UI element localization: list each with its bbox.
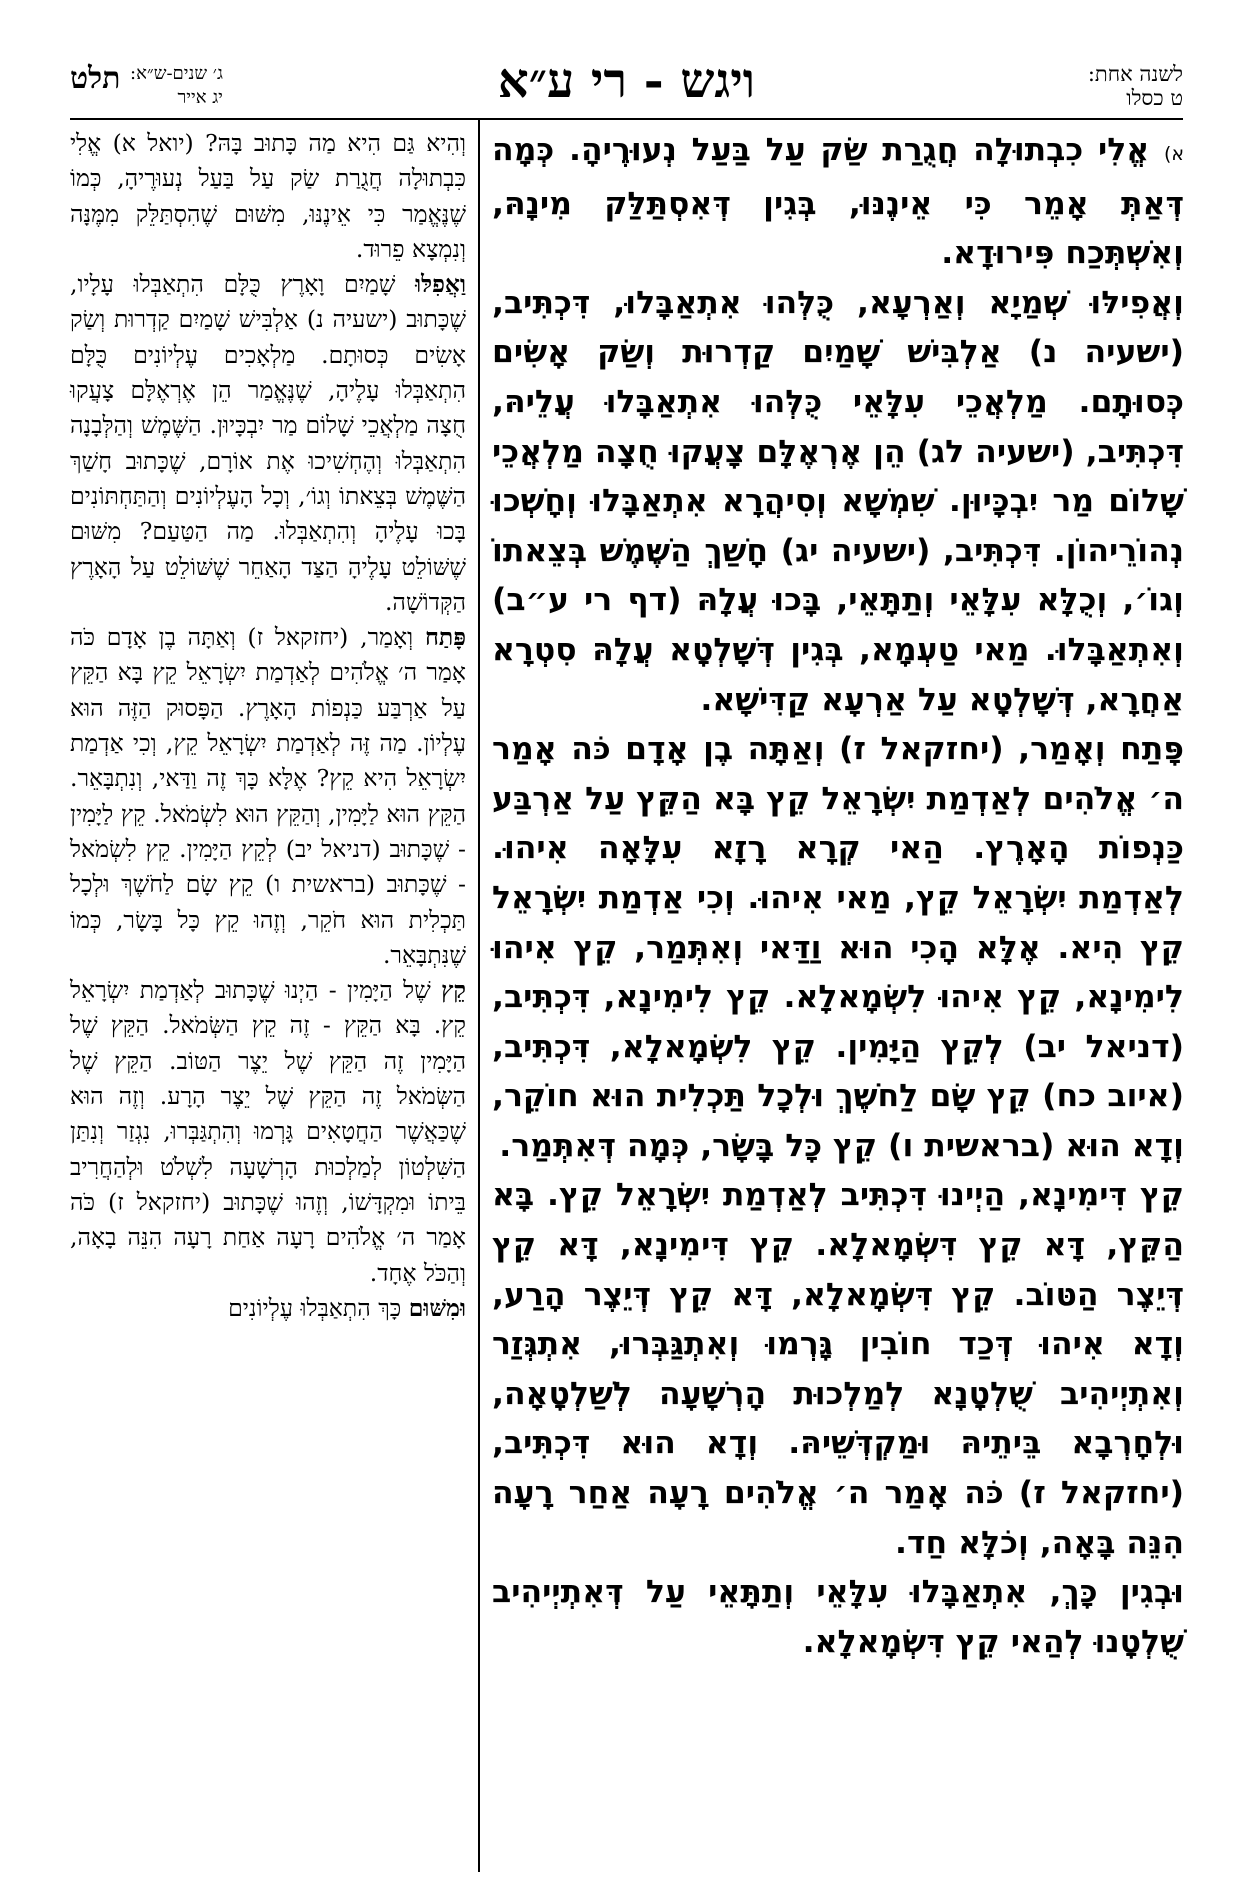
paragraph-text: אֱלִי כִבְתוּלָה חֲגֻרַת שַׂק עַל בַּעַל נְעוּרֶיהָ. כְּמָה דְּאַתְּ אָמֵר כִּי אֵינֶנּוּ, בְּגִין דְּאִסְתַּלַּק מִינָהּ, וְאִשְׁתְּכַח פִּירוּדָא. bbox=[492, 132, 1184, 272]
text-paragraph bbox=[70, 973, 466, 1291]
paragraph-text: שְׁמַיָא וְאַרְעָא, כֻּלְּהוּ אִתְאַבָּלוּ, דִּכְתִּיב, (ישעיה נ) אַלְבִּישׁ שָׁמַיִם קַדְרוּת וְשַׂק אָשִׂים כְּסוּתָם. מַלְאֲכֵי עִלָּאֵי כֻּלְּהוּ אִתְאַבָּלוּ עֲלֵיהּ, דִּכְתִּיב, (ישעיה לג) הֵן אֶרְאֶלָּם צָעֲקוּ חֻצָה מַלְאֲכֵי שָׁלוֹם מַר יִבְכָּיוּן. שִׁמְשָׁא וְסִיהֲרָא אִתְאַבָּלוּ וְחָשְׁכוּ נְהוֹרֵיהוֹן. דִּכְתִּיב, (ישעיה יג) חָשַׁךְ הַשֶּׁמֶשׁ בְּצֵאתוֹ וְגוֹ׳, וְכֻלָּא עִלָּאֵי וְתַתָּאֵי, בָּכוּ עֲלָהּ (דף רי ע״ב) וְאִתְאַבָּלוּ. מַאי טַעְמָא, בְּגִין דְּשָׁלְטָא עֲלָהּ סִטְרָא אַחֲרָא, דְּשָׁלְטָא עַל אַרְעָא קַדִּישָׁא. bbox=[492, 284, 1184, 718]
opening-word: פָּתַח bbox=[1120, 731, 1185, 768]
page-header bbox=[70, 52, 1183, 112]
text-paragraph bbox=[70, 620, 466, 973]
column-divider bbox=[478, 120, 480, 1872]
text-paragraph bbox=[70, 267, 466, 620]
paragraph-marker: א) bbox=[1164, 143, 1184, 165]
paragraph-text: וְהִיא גַּם הִיא מַה כָּתוּב בָּהּ? (יואל א) אֱלִי כִּבְתוּלָה חֲגֻרַת שַׂק עַל בַּעַל נְעוּרֶיהָ, כְּמוֹ שֶׁנֶּאֱמַר כִּי אֵינֶנּוּ, מִשּׁוּם שֶׁהִסְתַּלֵּק מִמֶּנָּה וְנִמְצָא פֵרוּד. bbox=[70, 129, 466, 263]
header-study-schedule-three-years bbox=[130, 62, 223, 110]
text-paragraph bbox=[492, 1568, 1184, 1667]
opening-word: קֵץ bbox=[1139, 1177, 1184, 1214]
paragraph-text: וְאָמַר, (יחזקאל ז) וְאַתָּה בֶן אָדָם כֹּה אָמַר ה׳ אֱלֹהִים לְאַדְמַת יִשְׂרָאֵל קֵץ בָּא הַקֵּץ עַל אַרְבַּע כַּנְפוֹת הָאָרֶץ. הַאי קְרָא רָזָא עִלָּאָה אִיהוּ. לְאַדְמַת יִשְׂרָאֵל קֵץ, מַאי אִיהוּ. וְכִי אַדְמַת יִשְׂרָאֵל קֵץ הִיא. אֶלָּא הָכִי הוּא וַדַּאי וְאִתְּמַר, קֵץ אִיהוּ לִימִינָא, קֵץ אִיהוּ לִשְׂמָאלָא. קֵץ לִימִינָא, דִּכְתִּיב, (דניאל יב) לְקֵץ הַיָּמִין. קֵץ לִשְׂמָאלָא, דִּכְתִּיב, (איוב כח) קֵץ שָׂם לַחֹשֶׁךְ וּלְכָל תַּכְלִית הוּא חוֹקֵר, וְדָא הוּא (בראשית ו) קֵץ כָּל בָּשָׂר, כְּמָה דְּאִתְּמַר. bbox=[492, 731, 1184, 1164]
page-number: תלט bbox=[70, 61, 121, 96]
text-paragraph bbox=[492, 1171, 1184, 1568]
schedule-label: לשנה אחת: bbox=[1087, 62, 1183, 86]
paragraph-text: דִּימִינָא, הַיְינוּ דִּכְתִּיב לְאַדְמַת יִשְׂרָאֵל קֵץ. בָּא הַקֵּץ, דָּא קֵץ דִּשְׂמָאלָא. קֵץ דִּימִינָא, דָּא קֵץ דְּיֵצֶר הַטּוֹב. קֵץ דִּשְׂמָאלָא, דָּא קֵץ דְּיֵצֶר הָרַע, וְדָא אִיהוּ דְּכַד חוֹבִין גָּרְמוּ וְאִתְגַּבְּרוּ, אִתְגְּזַר וְאִתְיְיהִיב שֻׁלְטָנָא לְמַלְכוּת הָרְשָׁעָה לְשַׁלְטָאָה, וּלְחָרְבָא בֵּיתֵיהּ וּמַקְדְּשֵׁיהּ. וְדָא הוּא דִּכְתִּיב, (יחזקאל ז) כֹּה אָמַר ה׳ אֱלֹהִים רָעָה אַחַר רָעָה הִנֵּה בָּאָה, וְכֹלָּא חַד. bbox=[492, 1177, 1184, 1561]
opening-word: וְאֲפִילּוּ bbox=[1090, 284, 1184, 321]
paragraph-text: שֶׁל הַיָּמִין - הַיְנוּ שֶׁכָּתוּב לְאַדְמַת יִשְׂרָאֵל קֵץ. בָּא הַקֵּץ - זֶה קֵץ הַשְּׂמֹאל. הַקֵּץ שֶׁל הַיָּמִין זֶה הַקֵּץ שֶׁל יֵצֶר הַטּוֹב. הַקֵּץ שֶׁל הַשְּׂמֹאל זֶה הַקֵּץ שֶׁל יֵצֶר הָרָע. וְזֶה הוּא שֶׁכַּאֲשֶׁר הַחֲטָאִים גָּרְמוּ וְהִתְגַּבְּרוּ, נִגְזַר וְנִתַּן הַשִּׁלְטוֹן לְמַלְכוּת הָרְשָׁעָה לִשְׁלֹט וּלְהַחֲרִיב בֵּיתוֹ וּמִקְדָּשׁוֹ, וְזֶהוּ שֶׁכָּתוּב (יחזקאל ז) כֹּה אָמַר ה׳ אֱלֹהִים רָעָה אַחַת רָעָה הִנֵּה בָאָה, וְהַכֹּל אֶחָד. bbox=[70, 976, 466, 1287]
opening-word: וּמִשּׁוּם bbox=[408, 1293, 466, 1322]
opening-word: וּבְגִין bbox=[1119, 1574, 1184, 1611]
schedule-date: ט כסלו bbox=[1126, 86, 1183, 110]
text-paragraph bbox=[492, 725, 1184, 1171]
opening-word: פָּתַח bbox=[424, 623, 466, 652]
schedule-date: יג אייר bbox=[177, 87, 223, 108]
opening-word: קֵץ bbox=[441, 976, 466, 1005]
header-rule bbox=[70, 118, 1183, 120]
text-paragraph bbox=[492, 279, 1184, 725]
text-paragraph bbox=[492, 126, 1184, 279]
text-paragraph bbox=[70, 1291, 466, 1326]
paragraph-text: כָּךְ הִתְאַבְּלוּ עֶלְיוֹנִים bbox=[228, 1293, 402, 1322]
page-title: ויגש - רי ע״א bbox=[497, 53, 756, 109]
paragraph-text: וְאָמַר, (יחזקאל ז) וְאַתָּה בֶן אָדָם כֹּה אָמַר ה׳ אֱלֹהִים לְאַדְמַת יִשְׂרָאֵל קֵץ בָּא הַקֵּץ עַל אַרְבַּע כַּנְפוֹת הָאָרֶץ. הַפָּסוּק הַזֶּה הוּא עֶלְיוֹן. מַה זֶּה לְאַדְמַת יִשְׂרָאֵל קֵץ, וְכִי אַדְמַת יִשְׂרָאֵל הִיא קֵץ? אֶלָּא כָּךְ זֶה וַדַּאי, וְנִתְבָּאֵר. הַקֵּץ הוּא לַיָּמִין, וְהַקֵּץ הוּא לִשְׂמֹאל. קֵץ לַיָּמִין - שֶׁכָּתוּב (דניאל יב) לְקֵץ הַיָּמִין. קֵץ לִשְׂמֹאל - שֶׁכָּתוּב (בראשית ו) קֵץ שָׂם לַחֹשֶׁךְ וּלְכָל תַּכְלִית הוּא חֹקֵר, וְזֶהוּ קֵץ כָּל בָּשָׂר, כְּמוֹ שֶׁנִּתְבָּאֵר. bbox=[70, 623, 466, 969]
paragraph-text: כָּךְ, אִתְאַבָּלוּ עִלָּאֵי וְתַתָּאֵי עַל דְּאִתְיְיהִיב שֻׁלְטָנוּ לְהַאי קֵץ דִּשְׂמָאלָא. bbox=[492, 1574, 1184, 1660]
schedule-label: ג׳ שנים-ש״א: bbox=[130, 63, 223, 84]
text-paragraph bbox=[70, 126, 466, 267]
aramaic-text-column bbox=[492, 126, 1184, 1667]
opening-word: וַאֲפִלּוּ bbox=[415, 270, 466, 299]
hebrew-translation-column bbox=[70, 126, 466, 1326]
paragraph-text: שָׁמַיִם וָאָרֶץ כֻּלָּם הִתְאַבְּלוּ עָלָיו, שֶׁכָּתוּב (ישעיה נ) אַלְבִּישׁ שָׁמַיִם קַדְרוּת וְשַׂק אָשִׂים כְּסוּתָם. מַלְאָכִים עֶלְיוֹנִים כֻּלָּם הִתְאַבְּלוּ עָלֶיהָ, שֶׁנֶּאֱמַר הֵן אֶרְאֶלָּם צָעֲקוּ חֻצָה מַלְאֲכֵי שָׁלוֹם מַר יִבְכָּיוּן. הַשֶּׁמֶשׁ וְהַלְּבָנָה הִתְאַבְּלוּ וְהֶחְשִׁיכוּ אֶת אוֹרָם, שֶׁכָּתוּב חָשַׁךְ הַשֶּׁמֶשׁ בְּצֵאתוֹ וְגוֹ׳, וְכָל הָעֶלְיוֹנִים וְהַתַּחְתּוֹנִים בָּכוּ עָלֶיהָ וְהִתְאַבְּלוּ. מַה הַטַּעַם? מִשּׁוּם שֶׁשּׁוֹלֵט עָלֶיהָ הַצַּד הָאַחֵר שֶׁשּׁוֹלֵט עַל הָאָרֶץ הַקְּדוֹשָׁה. bbox=[70, 270, 466, 616]
